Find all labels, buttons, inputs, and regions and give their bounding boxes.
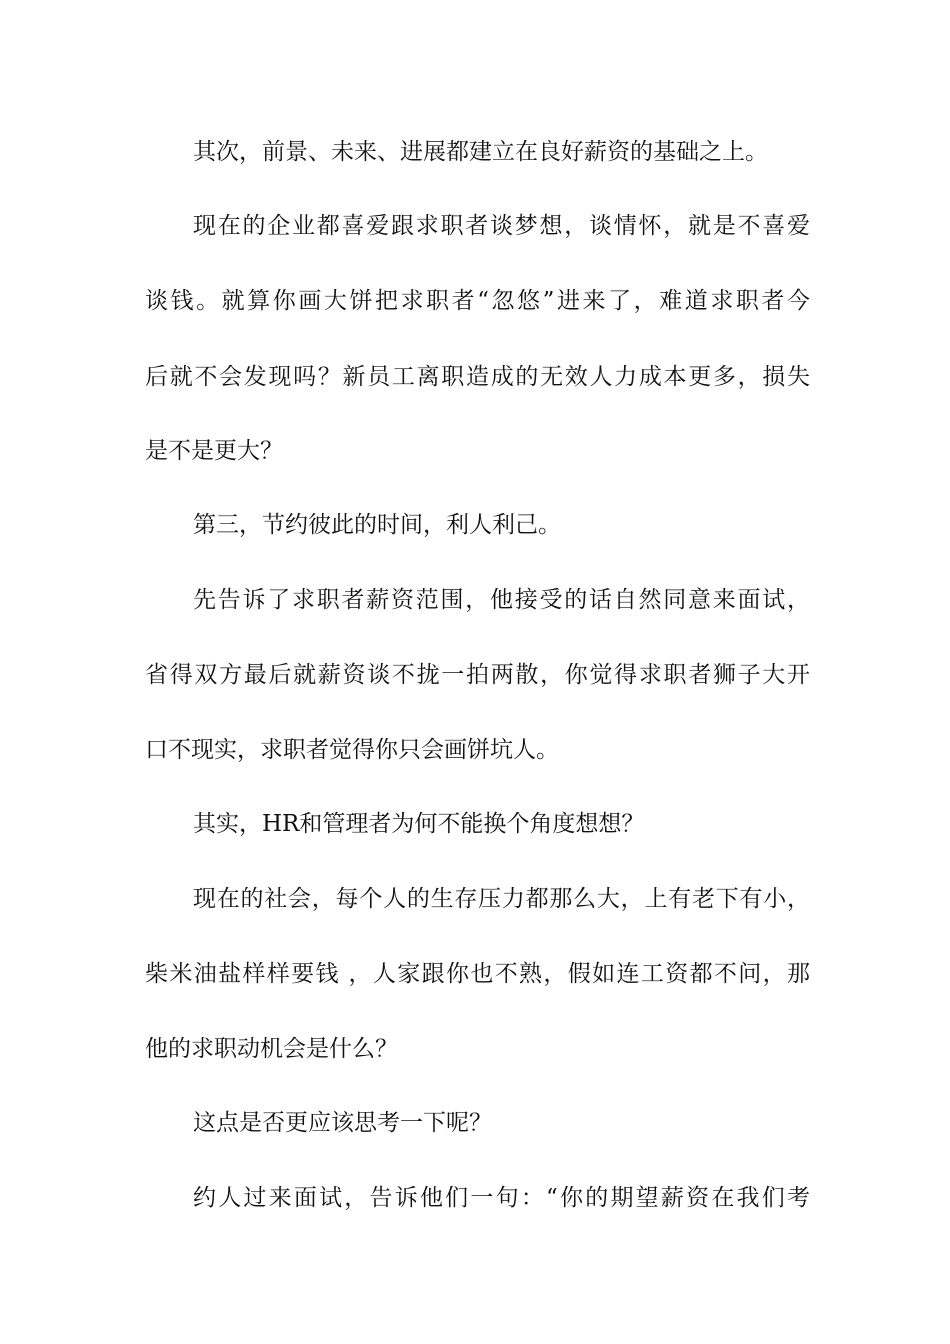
paragraph-line: 柴米油盐样样要钱 ，人家跟你也不熟，假如连工资都不问，那 — [145, 961, 810, 987]
paragraph-line: 是不是更大？ — [145, 438, 283, 464]
paragraph-line: 其次，前景、未来、进展都建立在良好薪资的基础之上。 — [193, 139, 768, 165]
paragraph-line: 他的求职动机会是什么？ — [145, 1036, 398, 1062]
paragraph-line: 省得双方最后就薪资谈不拢一拍两散，你觉得求职者狮子大开 — [145, 662, 810, 688]
paragraph-line: 后就不会发现吗？新员工离职造成的无效人力成本更多，损失 — [145, 364, 810, 390]
paragraph-line: 现在的企业都喜爱跟求职者谈梦想，谈情怀，就是不喜爱 — [193, 213, 810, 239]
paragraph-line: 约人过来面试，告诉他们一句：“你的期望薪资在我们考 — [193, 1185, 810, 1211]
paragraph-line: 先告诉了求职者薪资范围，他接受的话自然同意来面试， — [193, 587, 810, 613]
paragraph-line: 现在的社会，每个人的生存压力都那么大，上有老下有小， — [193, 886, 810, 912]
paragraph-line: 口不现实，求职者觉得你只会画饼坑人。 — [145, 737, 559, 763]
paragraph-line: 第三，节约彼此的时间，利人利己。 — [193, 512, 561, 538]
paragraph-line: 其实，HR和管理者为何不能换个角度想想？ — [193, 811, 645, 837]
paragraph-line: 这点是否更应该思考一下呢？ — [193, 1110, 492, 1136]
paragraph-line: 谈钱。就算你画大饼把求职者“忽悠”进来了，难道求职者今 — [145, 288, 810, 314]
